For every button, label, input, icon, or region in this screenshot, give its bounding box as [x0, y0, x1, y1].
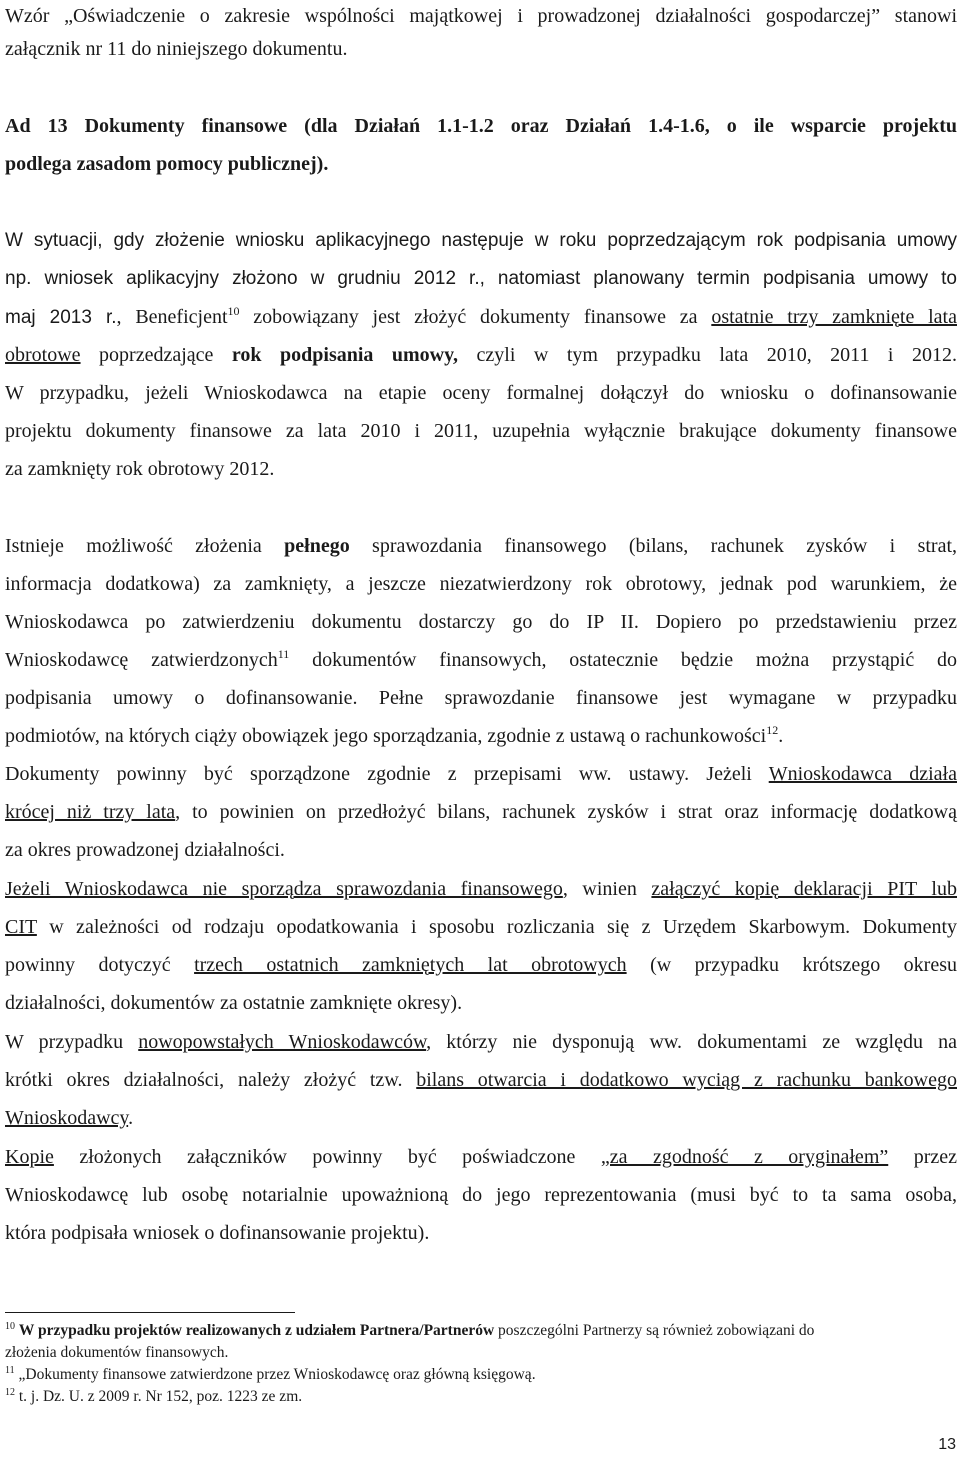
underlined-text: Kopie — [5, 1146, 54, 1168]
text-run: , winien — [562, 878, 652, 900]
page-number: 13 — [938, 1436, 956, 1453]
footnote-ref: 11 — [277, 647, 290, 661]
underlined-text: CIT — [5, 916, 37, 938]
text-run: sprawozdania finansowego (bilans, rachunek zysków i strat, — [349, 535, 957, 557]
text-run: za okres prowadzonej działalności. — [5, 839, 285, 861]
text-run: podpisania umowy o dofinansowanie. Pełne sprawozdanie finansowe jest wymagane w przypadku — [5, 687, 957, 709]
text-run: maj 2013 r. — [5, 307, 117, 328]
footnote-ref: 10 — [227, 304, 240, 318]
underlined-text: załączyć kopię deklaracji PIT lub — [651, 878, 957, 900]
underlined-text: Wnioskodawcy — [5, 1107, 129, 1129]
paragraph-line — [5, 800, 957, 824]
paragraph-line — [5, 915, 957, 939]
text-run: dokumentów finansowych, ostatecznie będzie można przystąpić do — [289, 649, 957, 671]
underlined-text: Jeżeli Wnioskodawca nie sporządza sprawozdania finansowego — [5, 878, 563, 900]
underlined-text: „za zgodność z oryginałem” — [600, 1146, 889, 1168]
text-run: krótki okres działalności, należy złożyć tzw. — [5, 1069, 417, 1091]
footnote-10-continued — [5, 1344, 957, 1362]
footnote-number: 11 — [5, 1365, 15, 1376]
paragraph-line — [5, 457, 957, 481]
text-run: „Dokumenty finansowe zatwierdzone przez Wnioskodawcę oraz główną księgową. — [14, 1366, 536, 1383]
text-run: Wnioskodawcę lub osobę notarialnie upoważnioną do jego reprezentowania (musi być to ta sama osoba, — [5, 1184, 957, 1206]
text-run: Wzór „Oświadczenie o zakresie wspólności majątkowej i prowadzonej działalności gospodarczej” stanowi — [5, 5, 957, 27]
paragraph-line — [5, 305, 957, 330]
footnote-12 — [5, 1388, 957, 1406]
paragraph-line — [5, 381, 957, 405]
text-run: przez — [888, 1146, 957, 1168]
paragraph-line — [5, 229, 957, 253]
text-run: poszczególni Partnerzy są również zobowiązani do — [494, 1322, 815, 1339]
text-run: projektu dokumenty finansowe za lata 2010 i 2011, uzupełnia wyłącznie brakujące dokumenty finansowe — [5, 420, 957, 442]
paragraph-line — [5, 343, 957, 367]
text-run: Wnioskodawcę zatwierdzonych — [5, 649, 278, 671]
text-run: Ad 13 Dokumenty finansowe (dla Działań 1.1-1.2 oraz Działań 1.4-1.6, o ile wsparcie projektu — [5, 115, 957, 137]
footnote-10 — [5, 1322, 957, 1340]
text-run: podlega zasadom pomocy publicznej). — [5, 153, 329, 175]
paragraph-line — [5, 724, 957, 748]
intro-line — [5, 37, 957, 61]
text-run: złożenia dokumentów finansowych. — [5, 1344, 229, 1361]
footnote-11 — [5, 1366, 957, 1384]
text-run: działalności, dokumentów za ostatnie zamknięte okresy). — [5, 992, 463, 1014]
text-run: , Beneficjent — [116, 306, 228, 328]
underlined-text: obrotowe — [5, 344, 81, 366]
text-run: załącznik nr 11 do niniejszego dokumentu. — [5, 38, 348, 60]
paragraph-line — [5, 267, 957, 291]
text-run: podmiotów, na których ciąży obowiązek jego sporządzania, zgodnie z ustawą o rachunkowości — [5, 725, 767, 747]
paragraph-line — [5, 648, 957, 672]
text-run: Wnioskodawca po zatwierdzeniu dokumentu dostarczy go do IP II. Dopiero po przedstawieniu przez — [5, 611, 957, 633]
underlined-text: ostatnie trzy zamknięte lata — [711, 306, 957, 328]
paragraph-line — [5, 1145, 957, 1169]
text-run: np. wniosek aplikacyjny złożono w grudniu 2012 r., natomiast planowany termin podpisania umowy to — [5, 268, 957, 289]
paragraph-line — [5, 1030, 957, 1054]
footnote-ref: 12 — [766, 723, 779, 737]
text-run: Istnieje możliwość złożenia — [5, 535, 285, 557]
text-run: poprzedzające — [80, 344, 232, 366]
underlined-text: trzech ostatnich zamkniętych lat obrotowych — [194, 954, 627, 976]
text-run: (w przypadku krótszego okresu — [626, 954, 957, 976]
text-run: która podpisała wniosek o dofinansowanie projektu). — [5, 1222, 430, 1244]
paragraph-line — [5, 991, 957, 1015]
paragraph-line — [5, 762, 957, 786]
text-run: Dokumenty powinny być sporządzone zgodnie z przepisami ww. ustawy. Jeżeli — [5, 763, 769, 785]
section-heading — [5, 152, 957, 176]
text-run: , którzy nie dysponują ww. dokumentami ze względu na — [426, 1031, 958, 1053]
intro-line — [5, 4, 957, 28]
paragraph-line — [5, 877, 957, 901]
paragraph-line — [5, 572, 957, 596]
paragraph-line — [5, 686, 957, 710]
text-run: złożonych załączników powinny być poświadczone — [53, 1146, 601, 1168]
paragraph-line — [5, 838, 957, 862]
paragraph-line — [5, 1183, 957, 1207]
footnote-separator — [5, 1312, 295, 1313]
underlined-text: krócej niż trzy lata — [5, 801, 176, 823]
text-run: informacja dodatkowa) za zamknięty, a jeszcze niezatwierdzony rok obrotowy, jednak pod warunkiem, że — [5, 573, 957, 595]
text-run: czyli w tym przypadku lata 2010, 2011 i 2012. — [458, 344, 957, 366]
footnote-number: 10 — [5, 1321, 15, 1332]
text-run: w zależności od rodzaju opodatkowania i sposobu rozliczania się z Urzędem Skarbowym. Dokumenty — [36, 916, 957, 938]
underlined-text: nowopowstałych Wnioskodawców — [138, 1031, 427, 1053]
text-run: t. j. Dz. U. z 2009 r. Nr 152, poz. 1223 ze zm. — [15, 1388, 303, 1405]
text-run: zobowiązany jest złożyć dokumenty finansowe za — [239, 306, 712, 328]
bold-text: rok podpisania umowy, — [231, 344, 459, 366]
footnote-number: 12 — [5, 1387, 15, 1398]
text-run: , to powinien on przedłożyć bilans, rachunek zysków i strat oraz informację dodatkową — [175, 801, 957, 823]
paragraph-line — [5, 953, 957, 977]
paragraph-line — [5, 419, 957, 443]
bold-text: W przypadku projektów realizowanych z udziałem Partnera/Partnerów — [18, 1322, 495, 1339]
bold-text: pełnego — [284, 535, 350, 557]
text-run: . — [778, 725, 784, 747]
paragraph-line — [5, 610, 957, 634]
underlined-text: bilans otwarcia i dodatkowo wyciąg z rachunku bankowego — [416, 1069, 957, 1091]
paragraph-line — [5, 534, 957, 558]
text-run: powinny dotyczyć — [5, 954, 195, 976]
text-run: W przypadku — [5, 1031, 139, 1053]
text-run: W sytuacji, gdy złożenie wniosku aplikacyjnego następuje w roku poprzedzającym rok podpisania umowy — [5, 230, 957, 251]
underlined-text: Wnioskodawca działa — [768, 763, 957, 785]
section-heading — [5, 114, 957, 138]
text-run: . — [128, 1107, 134, 1129]
text-run: W przypadku, jeżeli Wnioskodawca na etapie oceny formalnej dołączył do wniosku o dofinansowanie — [5, 382, 957, 404]
paragraph-line — [5, 1106, 957, 1130]
paragraph-line — [5, 1221, 957, 1245]
text-run: za zamknięty rok obrotowy 2012. — [5, 458, 275, 480]
paragraph-line — [5, 1068, 957, 1092]
